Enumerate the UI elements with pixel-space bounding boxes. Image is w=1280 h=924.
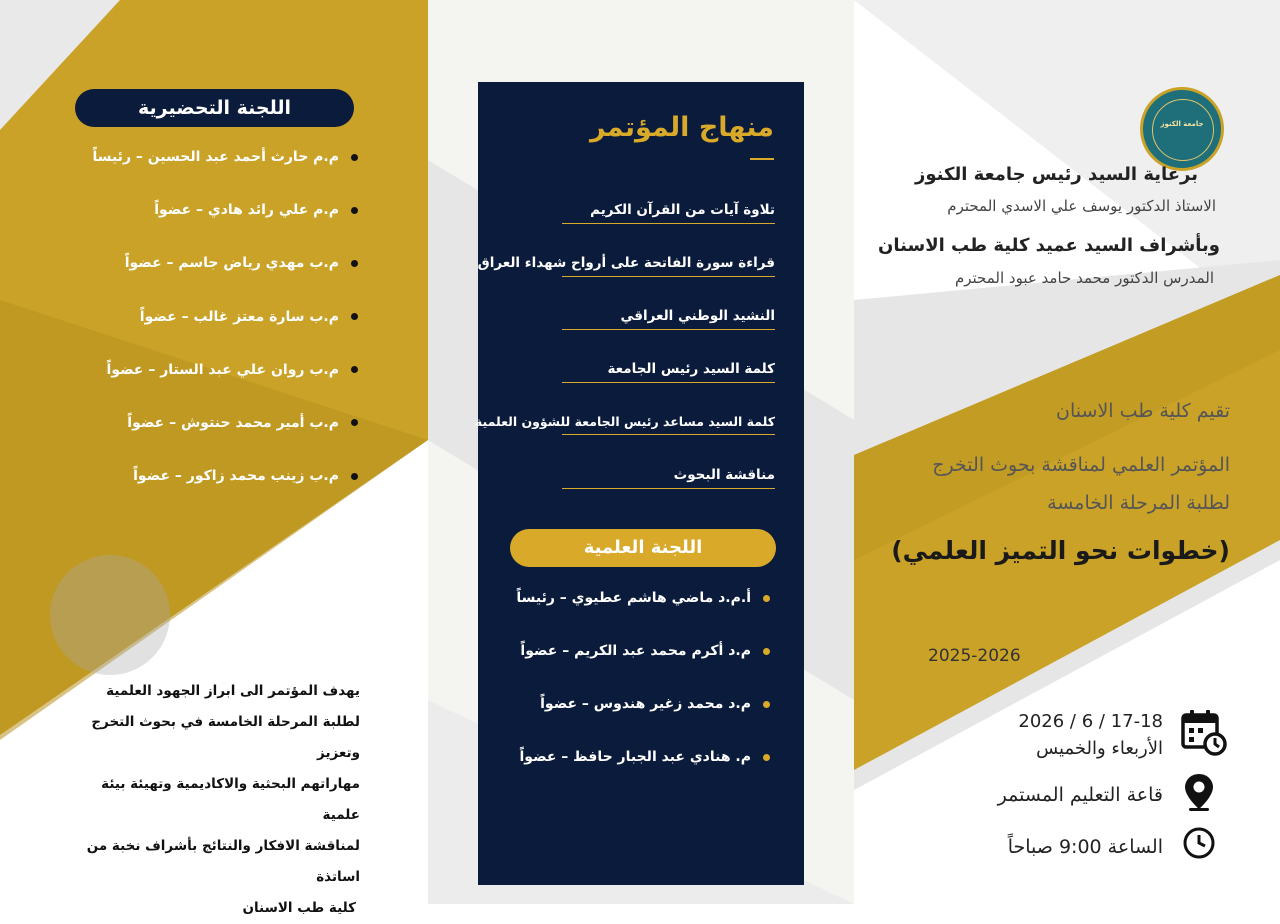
list-item [60, 353, 358, 406]
program-item-text: مناقشة البحوث [673, 467, 775, 483]
goal-line: مهاراتهم البحثية والاكاديمية وتهيئة بيئة علمية [101, 776, 360, 823]
list-item [490, 643, 770, 659]
program-item-text: تلاوة آيات من القرآن الكريم [590, 202, 775, 218]
academic-year: 2025-2026 [928, 646, 1021, 666]
program-title: منهاج المؤتمر [589, 112, 774, 143]
prep-members-list [60, 140, 358, 512]
bullet-icon [763, 701, 770, 708]
event-date: 17-18 / 6 / 2026 [1018, 711, 1163, 732]
program-item-text: النشيد الوطني العراقي [620, 308, 775, 324]
goal-line: لطلبة المرحلة الخامسة في بحوث التخرج وتعزيز [91, 714, 360, 761]
bullet-icon [763, 754, 770, 761]
list-item [60, 459, 358, 512]
bullet-icon [763, 595, 770, 602]
sci-committee-title: اللجنة العلمية [510, 529, 776, 567]
item-underline [562, 434, 775, 435]
logo-ring [1152, 99, 1214, 161]
conference-slogan: (خطوات نحو التميز العلمي) [891, 536, 1230, 565]
goal-line: يهدف المؤتمر الى ابراز الجهود العلمية [106, 683, 360, 699]
bullet-icon [351, 366, 358, 373]
member-name: م.ب سارة معتز غالب – عضواً [139, 308, 339, 325]
host-line: تقيم كلية طب الاسنان [1056, 400, 1230, 422]
list-item [490, 696, 770, 712]
program-item [474, 414, 775, 429]
list-item [490, 749, 770, 765]
list-item [60, 246, 358, 299]
program-item [495, 308, 775, 324]
member-name: م.ب روان علي عبد الستار – عضواً [106, 361, 339, 378]
item-underline [562, 276, 775, 277]
list-item [60, 193, 358, 246]
program-item [495, 467, 775, 483]
bullet-icon [351, 313, 358, 320]
item-underline [562, 382, 775, 383]
clock-icon [1182, 826, 1216, 860]
list-item [60, 406, 358, 459]
member-name: م.م علي رائد هادي – عضواً [154, 202, 339, 219]
conference-title: المؤتمر العلمي لمناقشة بحوث التخرج [932, 454, 1230, 476]
member-name: م.ب أمير محمد حنتوش – عضواً [127, 414, 339, 431]
bullet-icon [351, 154, 358, 161]
event-time: الساعة 9:00 صباحاً [1007, 836, 1163, 858]
goal-line: لمناقشة الافكار والنتائج بأشراف نخبة من اساتذة [86, 838, 360, 885]
bullet-icon [351, 419, 358, 426]
title-underline [750, 158, 774, 160]
conference-goal [60, 676, 360, 924]
member-name: م.د أكرم محمد عبد الكريم – عضواً [520, 643, 751, 659]
patron-name: الاستاذ الدكتور يوسف علي الاسدي المحترم [947, 197, 1216, 215]
logo-text: جامعة الكنوز [1160, 120, 1204, 128]
university-logo [1140, 87, 1224, 171]
bullet-icon [351, 260, 358, 267]
list-item [60, 300, 358, 353]
program-item-text: قراءة سورة الفاتحة على أرواح شهداء العراق [477, 255, 775, 271]
list-item [60, 140, 358, 193]
event-days: الأربعاء والخميس [1036, 738, 1163, 759]
event-venue: قاعة التعليم المستمر [997, 784, 1163, 806]
location-pin-icon [1182, 772, 1216, 812]
member-name: م.د محمد زغير هندوس – عضواً [540, 696, 751, 712]
bullet-icon [351, 473, 358, 480]
item-underline [562, 223, 775, 224]
goal-line: كلية طب الاسنان [242, 900, 356, 916]
patron-line: برعاية السيد رئيس جامعة الكنوز [915, 164, 1198, 185]
bullet-icon [351, 207, 358, 214]
item-underline [562, 488, 775, 489]
member-name: م.ب زينب محمد زاكور – عضواً [133, 468, 339, 485]
supervisor-name: المدرس الدكتور محمد حامد عبود المحترم [954, 269, 1214, 287]
bullet-icon [763, 648, 770, 655]
program-item [477, 255, 775, 271]
list-item [490, 590, 770, 606]
conference-subtitle: لطلبة المرحلة الخامسة [1047, 492, 1230, 514]
program-item [495, 361, 775, 377]
member-name: أ.م.د ماضي هاشم عطيوي – رئيساً [516, 590, 751, 606]
member-name: م.ب مهدي رياض جاسم – عضواً [124, 255, 339, 272]
program-item [495, 202, 775, 218]
member-name: م. هنادي عبد الجبار حافظ – عضواً [519, 749, 751, 765]
item-underline [562, 329, 775, 330]
calendar-clock-icon [1180, 709, 1228, 757]
member-name: م.م حارث أحمد عبد الحسين – رئيساً [92, 149, 339, 165]
prep-committee-title: اللجنة التحضيرية [75, 89, 354, 127]
program-item-text: كلمة السيد مساعد رئيس الجامعة للشؤون العلمية [474, 414, 775, 429]
program-item-text: كلمة السيد رئيس الجامعة [607, 361, 775, 377]
supervision-line: وبأشراف السيد عميد كلية طب الاسنان [878, 235, 1220, 256]
